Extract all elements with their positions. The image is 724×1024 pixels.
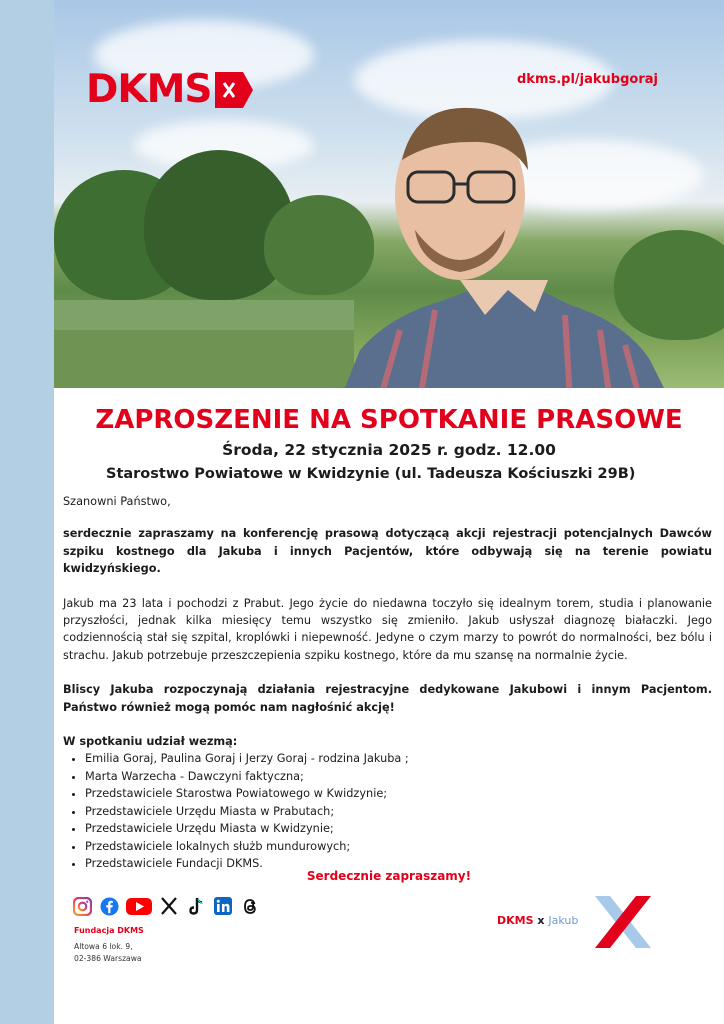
- greeting: Szanowni Państwo,: [63, 495, 171, 508]
- campaign-brand-x: x: [537, 914, 545, 927]
- logo-text: DKMS: [86, 67, 212, 112]
- list-item: • Przedstawiciele lokalnych służb mundurowych;: [85, 838, 712, 855]
- list-item: • Przedstawiciele Fundacji DKMS.: [85, 855, 712, 872]
- address-line: 02-386 Warszawa: [74, 954, 142, 963]
- participants-heading: W spotkaniu udział wezmą:: [63, 735, 238, 749]
- event-date: Środa, 22 stycznia 2025 r. godz. 12.00: [222, 441, 556, 459]
- page-title: ZAPROSZENIE NA SPOTKANIE PRASOWE: [95, 405, 683, 435]
- social-links: [72, 896, 260, 916]
- facebook-icon[interactable]: [99, 896, 119, 916]
- intro-paragraph: serdecznie zapraszamy na konferencję prasową dotyczącą akcji rejestracji potencjalnych Dawców szpiku kostnego dla Jakuba i innych Pacjentów, które odbywają się na terenie powiatu kwidzyńskiego.: [63, 527, 712, 576]
- campaign-x-icon: [593, 894, 653, 950]
- letter-body: [63, 493, 712, 872]
- threads-icon[interactable]: [240, 896, 260, 916]
- participants-list: [63, 750, 712, 872]
- campaign-url[interactable]: dkms.pl/jakubgoraj: [517, 72, 658, 87]
- address-line: Altowa 6 lok. 9,: [74, 942, 133, 951]
- event-place: Starostwo Powiatowe w Kwidzynie (ul. Tadeusza Kościuszki 29B): [106, 466, 636, 482]
- footer-address: [74, 941, 142, 965]
- list-item: • Przedstawiciele Urzędu Miasta w Prabutach;: [85, 803, 712, 820]
- left-side-band: [0, 0, 54, 1024]
- campaign-brand: [497, 914, 578, 927]
- x-icon[interactable]: [159, 896, 179, 916]
- campaign-brand-name: Jakub: [548, 914, 579, 927]
- appeal-paragraph: Bliscy Jakuba rozpoczynają działania rejestracyjne dedykowane Jakubowi i innym Pacjentom. Państwo również mogą pomóc nam nagłośnić akcję!: [63, 683, 712, 714]
- list-item: • Przedstawiciele Starostwa Powiatowego w Kwidzynie;: [85, 785, 712, 802]
- dkms-logo: [86, 67, 253, 112]
- closing-line: Serdecznie zapraszamy!: [306, 869, 472, 883]
- footer-org-name: Fundacja DKMS: [74, 926, 144, 935]
- story-paragraph: Jakub ma 23 lata i pochodzi z Prabut. Jego życie do niedawna toczyło się idealnym torem, studia i planowanie przyszłości, jednak kilka miesięcy temu wszystko się zmieniło. Jakub usłyszał diagnozę białaczki. Jego codziennością stał się szpital, kroplówki i niepewność. Jedyne o czym marzy to powrót do normalności, bez bólu i strachu. Jakub potrzebuje przeszczepienia szpiku kostnego, które da mu szansę na normalnie życie.: [63, 596, 712, 662]
- portrait-person: [320, 100, 680, 388]
- list-item: • Przedstawiciele Urzędu Miasta w Kwidzynie;: [85, 820, 712, 837]
- linkedin-icon[interactable]: [213, 896, 233, 916]
- campaign-brand-dkms: DKMS: [497, 914, 534, 927]
- logo-x-tag-icon: [215, 72, 253, 108]
- hero-photo: [54, 0, 724, 388]
- list-item: • Emilia Goraj, Paulina Goraj i Jerzy Goraj - rodzina Jakuba ;: [85, 750, 712, 767]
- list-item: • Marta Warzecha - Dawczyni faktyczna;: [85, 768, 712, 785]
- tiktok-icon[interactable]: [186, 896, 206, 916]
- youtube-icon[interactable]: [126, 896, 152, 916]
- instagram-icon[interactable]: [72, 896, 92, 916]
